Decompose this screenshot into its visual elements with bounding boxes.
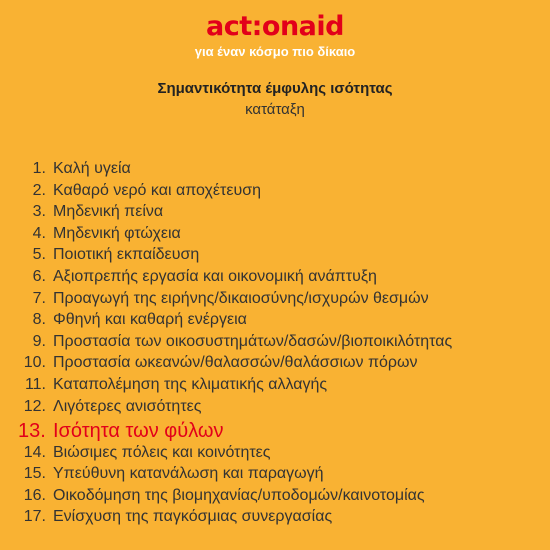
list-item [18,444,538,466]
rank-number: 2. [32,181,46,199]
rank-number: 5. [32,246,46,264]
list-item [18,160,538,182]
goal-label: Μηδενική πείνα [53,203,164,221]
goal-label: Καθαρό νερό και αποχέτευση [53,181,261,199]
goal-label: Μηδενική φτώχεια [53,224,181,242]
rank-number: 11. [24,375,46,393]
page-subtitle: κατάταξη [245,101,305,118]
rank-number: 15. [23,465,46,483]
list-item [18,354,538,376]
goal-label: Προστασία ωκεανών/θαλασσών/θαλάσσιων πόρων [53,354,418,372]
logo-tagline: για έναν κόσμο πιο δίκαιο [194,44,356,59]
list-item-highlighted [18,419,538,444]
list-item [18,333,538,355]
rank-number: 1. [32,160,46,177]
goal-label: Φθηνή και καθαρή ενέργεια [53,311,247,329]
goal-label: Λιγότερες ανισότητες [53,397,202,415]
list-item [18,203,538,225]
rank-number: 16. [23,486,46,504]
rank-number: 13. [18,419,46,442]
goal-label: Ενίσχυση της παγκόσμιας συνεργασίας [53,508,333,526]
rank-number: 17. [23,508,46,526]
goal-label: Καταπολέμηση της κλιματικής αλλαγής [53,375,328,393]
list-item [18,246,538,268]
goal-label: Ισότητα των φύλων [53,419,224,442]
list-item [18,465,538,487]
rank-number: 4. [32,224,46,242]
list-item [18,487,538,509]
goal-label: Καλή υγεία [53,160,131,177]
list-item [18,225,538,247]
goal-label: Οικοδόμηση της βιομηχανίας/υποδομών/καινοτομίας [53,486,425,504]
list-item [18,508,538,530]
goal-label: Βιώσιμες πόλεις και κοινότητες [53,443,271,461]
goal-label: Αξιοπρεπής εργασία και οικονομική ανάπτυξη [53,267,377,285]
list-item [18,268,538,290]
rank-number: 12. [23,397,46,415]
actionaid-logo [0,12,550,60]
rank-number: 6. [32,267,46,285]
rank-number: 3. [32,203,46,221]
page-title: Σημαντικότητα έμφυλης ισότητας [157,80,393,97]
logo-wordmark: act:onaid [205,11,344,42]
list-item [18,182,538,204]
list-item [18,398,538,420]
goal-label: Προαγωγή της ειρήνης/δικαιοσύνης/ισχυρών θεσμών [53,289,429,307]
rank-number: 10. [23,354,46,372]
rank-number: 8. [32,311,46,329]
goal-label: Υπεύθυνη κατανάλωση και παραγωγή [53,465,324,483]
rank-number: 9. [32,332,46,350]
goal-label: Προστασία των οικοσυστημάτων/δασών/βιοποικιλότητας [53,332,453,350]
rank-number: 14. [23,443,46,461]
list-item [18,311,538,333]
goal-label: Ποιοτική εκπαίδευση [53,246,200,264]
list-item [18,290,538,312]
rank-number: 7. [32,289,46,307]
list-item [18,376,538,398]
ranking-list [18,160,538,530]
